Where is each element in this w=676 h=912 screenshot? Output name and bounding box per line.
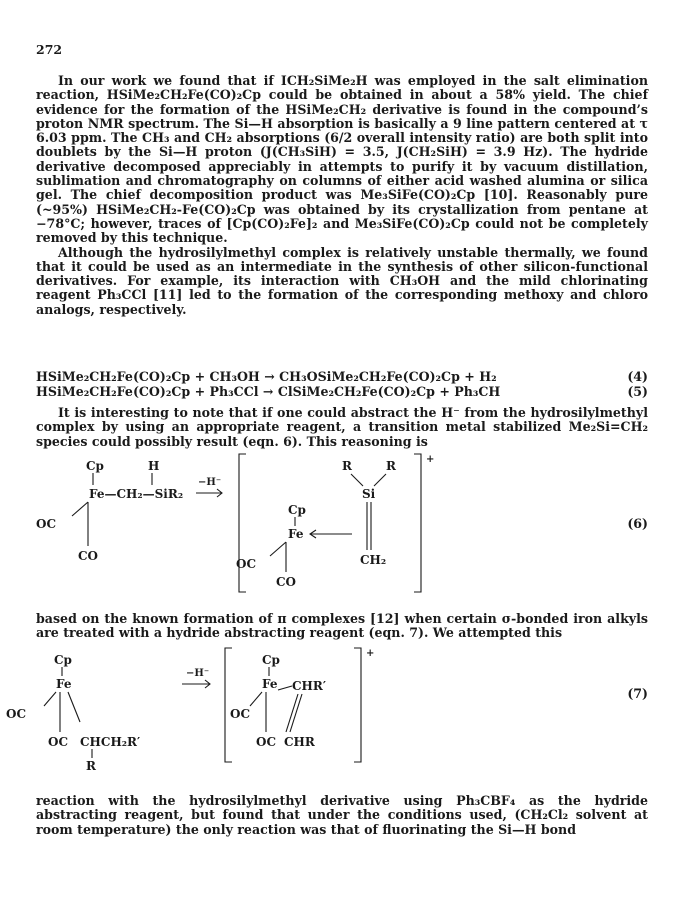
- paragraph-hydride-abstraction: It is interesting to note that if one could abstract the H⁻ from the hydrosilylmethyl complex by using an appropriate reagent, a transition metal stabilized Me₂Si=CH₂ species could possibly result (eqn. 6). This reasoning is: [36, 405, 648, 449]
- s6-fe-chain: Fe—CH₂—SiR₂: [89, 487, 184, 501]
- s6-co: CO: [78, 549, 99, 563]
- s6-oc: OC: [36, 517, 57, 531]
- s6-p-si: Si: [362, 487, 376, 501]
- paragraph-block-4: [36, 794, 648, 837]
- s6-p-r1-si-bond: [351, 474, 363, 486]
- s6-p-fe: Fe: [288, 527, 304, 541]
- s6-right-bracket: [414, 454, 421, 592]
- s6-charge: +: [426, 454, 435, 465]
- s6-cp: Cp: [86, 459, 104, 473]
- equation-5-text: HSiMe₂CH₂Fe(CO)₂Cp + Ph₃CCl → ClSiMe₂CH₂Fe(CO)₂Cp + Ph₃CH: [36, 384, 501, 399]
- s7-reagent: −H⁻: [186, 668, 210, 679]
- s7-chain: CHCH₂R′: [80, 735, 141, 749]
- s7-right-bracket: [354, 648, 361, 762]
- paragraph-fluorination: reaction with the hydrosilylmethyl derivative using Ph₃CBF₄ as the hydride abstracting reagent, but found that under the conditions used, (CH₂Cl₂ solvent at room temperature) the only reaction was that of fluorinating the Si—H bond: [36, 793, 648, 837]
- paragraph-silicon-functional: Although the hydrosilylmethyl complex is relatively unstable thermally, we found that it could be used as an intermediate in the synthesis of other silicon-functional derivatives. For example, its interaction with CH₃OH and the mild chlorinating reagent Ph₃CCl [11] led to the formation of the corresponding methoxy and chloro analogs, respectively.: [36, 244, 648, 317]
- equation-5-number: (5): [627, 384, 648, 399]
- paragraph-block-2: [36, 406, 648, 449]
- equation-4: [36, 369, 648, 384]
- s7-p-cp: Cp: [262, 653, 280, 667]
- s6-p-fe-oc-bond: [270, 542, 286, 556]
- scheme-7: [6, 646, 648, 773]
- equation-4-number: (4): [627, 369, 648, 384]
- s7-oc1: OC: [6, 707, 27, 721]
- paragraph-pi-complexes: based on the known formation of π complexes [12] when certain σ-bonded iron alkyls are treated with a hydride abstracting reagent (eqn. 7). We attempted this: [36, 611, 648, 641]
- s7-p-fe-oc-bond: [250, 692, 262, 706]
- s7-p-fe: Fe: [262, 677, 278, 691]
- s7-fe-oc-bond: [44, 692, 56, 706]
- s7-p-oc1: OC: [230, 707, 251, 721]
- s7-charge: +: [366, 648, 375, 659]
- scheme-6: [36, 452, 648, 602]
- s6-h: H: [148, 459, 160, 473]
- s6-p-r2: R: [386, 459, 396, 473]
- s6-left-bracket: [239, 454, 246, 592]
- s7-left-bracket: [225, 648, 232, 762]
- s7-p-chr2: CHR: [284, 735, 315, 749]
- s6-p-cp: Cp: [288, 503, 306, 517]
- s7-fe-chain-bond: [68, 692, 80, 722]
- s7-cp: Cp: [54, 653, 72, 667]
- paragraph-salt-elimination: In our work we found that if ICH₂SiMe₂H was employed in the salt elimination reaction, HSiMe₂CH₂Fe(CO)₂Cp could be obtained in about a 58% yield. The chief evidence for the formation of the HSiMe₂CH₂ derivative is found in the compound’s proton NMR spectrum. The Si—H absorption is basically a 9 line pattern centered at τ 6.03 ppm. The CH₃ and CH₂ absorptions (6/2 overall intensity ratio) are both split into doublets by the Si—H proton (J(CH₃SiH) = 3.5, J(CH₂SiH) = 3.9 Hz). The hydride derivative decomposed appreciably in attempts to purify it by vacuum distillation, sublimation and chromatography on columns of either acid washed alumina or silica gel. The chief decomposition product was Me₃SiFe(CO)₂Cp [10]. Reasonably pure (~95%) HSiMe₂CH₂-Fe(CO)₂Cp was obtained by its crystallization from pentane at −78°C; however, traces of [Cp(CO)₂Fe]₂ and Me₃SiFe(CO)₂Cp could not be completely removed by this technique.: [36, 73, 648, 246]
- s7-p-chr1: CHR′: [292, 679, 327, 693]
- equation-4-text: HSiMe₂CH₂Fe(CO)₂Cp + CH₃OH → CH₃OSiMe₂CH₂Fe(CO)₂Cp + H₂: [36, 369, 497, 384]
- s6-reagent: −H⁻: [198, 477, 222, 488]
- paragraph-block-1: [36, 74, 648, 317]
- equation-5: [36, 384, 648, 399]
- scheme-7-drawing: [6, 646, 648, 773]
- scheme-6-drawing: [36, 452, 648, 602]
- s7-fe: Fe: [56, 677, 72, 691]
- s6-p-co: CO: [276, 575, 297, 589]
- s7-oc2: OC: [48, 735, 69, 749]
- paragraph-block-3: [36, 612, 648, 641]
- s6-p-oc: OC: [236, 557, 257, 571]
- s7-r: R: [86, 759, 96, 773]
- page-number: 272: [36, 42, 63, 57]
- s6-p-ch2: CH₂: [360, 553, 387, 567]
- s6-p-r1: R: [342, 459, 352, 473]
- s6-p-r2-si-bond: [374, 474, 386, 486]
- s6-fe-oc-bond: [72, 502, 88, 516]
- s7-p-fe-alkene-bond: [278, 686, 292, 690]
- s7-p-oc2: OC: [256, 735, 277, 749]
- scheme-7-number: (7): [627, 686, 648, 701]
- scheme-6-number: (6): [627, 516, 648, 531]
